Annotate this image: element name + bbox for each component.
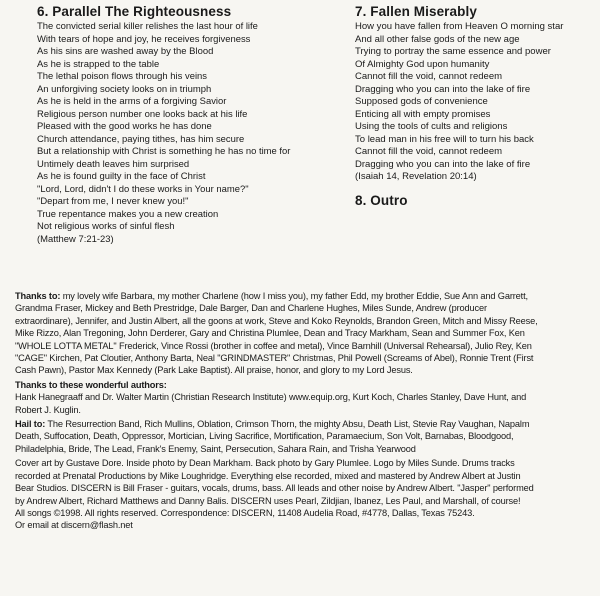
lyric-line: Cannot fill the void, cannot redeem [355,71,503,82]
thanks-block [15,290,590,377]
credit-line: extraordinare), Jennifer, and Justin Albert, all the goons at work, Steve and Koko Reynolds, Brandon Green, Mitch and Missy Reese, [15,315,538,326]
lyric-line: Not religious works of sinful flesh [37,221,175,232]
song-8-title: 8. Outro [355,192,408,208]
lyric-line: As he is found guilty in the face of Christ [37,171,206,182]
hail-label: Hail to: [15,419,46,430]
lyric-line: Religious person number one looks back at his life [37,108,248,120]
lyric-line: As his sins are washed away by the Blood [37,46,214,57]
credit-line [15,290,587,302]
song-7-title: 7. Fallen Miserably [355,4,477,19]
lyric-line: How you have fallen from Heaven O morning star [355,21,564,32]
authors-label: Thanks to these wonderful authors: [15,379,167,390]
production-block [15,457,590,531]
lyric-line: (Isaiah 14, Revelation 20:14) [355,171,477,182]
lyric-line: Dragging who you can into the lake of fire [355,83,531,95]
credit-line: Mike Rizzo, Alan Tregoning, John Derderer, Gary and Christina Plumlee, Dean and Tracy Markham, Sean and Summer Fox, Ken [15,328,525,339]
lyric-line: Cannot fill the void, cannot redeem [355,146,503,157]
lyric-line: The lethal poison flows through his veins [37,71,208,82]
authors-block [15,379,590,416]
lyric-line: "Lord, Lord, didn't I do these works in Your name?" [37,183,249,195]
hail-block [15,418,590,455]
credit-line: Philadelphia, Bride, The Lead, Frank's Enemy, Saint, Persecution, Sahara Rain, and Trisha Yearwood [15,443,416,454]
lyric-line: True repentance makes you a new creation [37,208,219,220]
credit-line: Cover art by Gustave Dore. Inside photo by Dean Markham. Back photo by Gary Plumlee. Logo by Miles Sunde. Drums tracks [15,458,515,469]
lyric-line: Enticing all with empty promises [355,108,491,120]
lyric-line: Untimely death leaves him surprised [37,158,190,170]
lyric-line: As he is strapped to the table [37,58,160,70]
credit-line [15,418,587,430]
lyric-line: To lead man in his free will to turn his back [355,133,534,145]
credit-line: Grandma Fraser, Mickey and Beth Prestridge, Dale Barger, Dan and Charlene Hughes, Miles Sunde, Andrew (producer [15,303,487,314]
song-6-lyrics [37,21,342,246]
lyric-line: Dragging who you can into the lake of fire [355,158,531,170]
credit-line: "WHOLE LOTTA METAL" Frederick, Vince Rossi (brother in coffee and metal), Vince Barnhill (Universal Rehearsal), Julio Rey, Ken [15,340,532,351]
song-7-lyrics [355,21,595,184]
lyric-line: But a relationship with Christ is something he has no time for [37,146,291,157]
lyric-line: Pleased with the good works he has done [37,121,212,132]
credit-line: Death, Suffocation, Death, Oppressor, Mortician, Living Sacrifice, Mortification, Paramaecium, Son Volt, Barnabas, Bloodgood, [15,431,514,442]
lyric-line: (Matthew 7:21-23) [37,233,114,245]
thanks-text: my lovely wife Barbara, my mother Charlene (how I miss you), my father Edd, my brother Eddie, Sue Ann and Garrett, [60,291,528,301]
lyric-line: Of Almighty God upon humanity [355,58,490,70]
song-6-title: 6. Parallel The Righteousness [37,4,232,19]
song-7-column [355,4,595,210]
lyric-line: Trying to portray the same essence and power [355,46,551,57]
credit-line: Hank Hanegraaff and Dr. Walter Martin (Christian Research Institute) www.equip.org, Kurt Koch, Charles Stanley, Dave Hunt, and [15,392,527,403]
lyric-line: An unforgiving society looks on in triumph [37,83,212,95]
credit-line: Cash Pawn), Pastor Max Kennedy (Park Lake Baptist). All praise, honor, and glory to my Lord Jesus. [15,365,413,376]
credit-line: recorded at Prenatal Productions by Mike Loughridge. Everything else recorded, mixed and mastered by Andrew Albert at Justin [15,470,521,481]
lyric-line: Supposed gods of convenience [355,96,488,107]
lyric-line: Using the tools of cults and religions [355,121,508,132]
credit-line: by Andrew Albert, Richard Matthews and Danny Balis. DISCERN uses Pearl, Zildjian, Ibanez, Les Paul, and Marshall, of course! [15,495,521,506]
lyric-line: As he is held in the arms of a forgiving Savior [37,96,227,107]
song-6-column [37,4,342,246]
email-line: Or email at discern@flash.net [15,520,133,531]
lyric-line: With tears of hope and joy, he receives forgiveness [37,33,251,45]
lyric-line: The convicted serial killer relishes the last hour of life [37,21,258,32]
lyric-line: Church attendance, paying tithes, has him secure [37,133,245,145]
lyric-line: And all other false gods of the new age [355,33,520,45]
credit-line: Robert J. Kuglin. [15,404,81,415]
credit-line: "CAGE" Kirchen, Pat Cloutier, Anthony Barta, Neal "GRINDMASTER" Christmas, Phil Powell (Screams of Abel), Ronnie Trent (First [15,353,534,364]
credit-line: All songs ©1998. All rights reserved. Correspondence: DISCERN, 11408 Audelia Road, #4778, Dallas, Texas 75243. [15,507,475,518]
thanks-label: Thanks to: [15,291,61,301]
hail-text: The Resurrection Band, Rich Mullins, Oblation, Crimson Thorn, the mighty Absu, Death List, Stevie Ray Vaughan, Napalm [45,419,530,430]
lyric-line: "Depart from me, I never knew you!" [37,196,189,207]
credit-line: Bear Studios. DISCERN is Bill Fraser - guitars, vocals, drums, bass. All leads and other noise by Andrew Albert. "Jasper" performed [15,483,534,494]
credits-section [15,290,590,532]
